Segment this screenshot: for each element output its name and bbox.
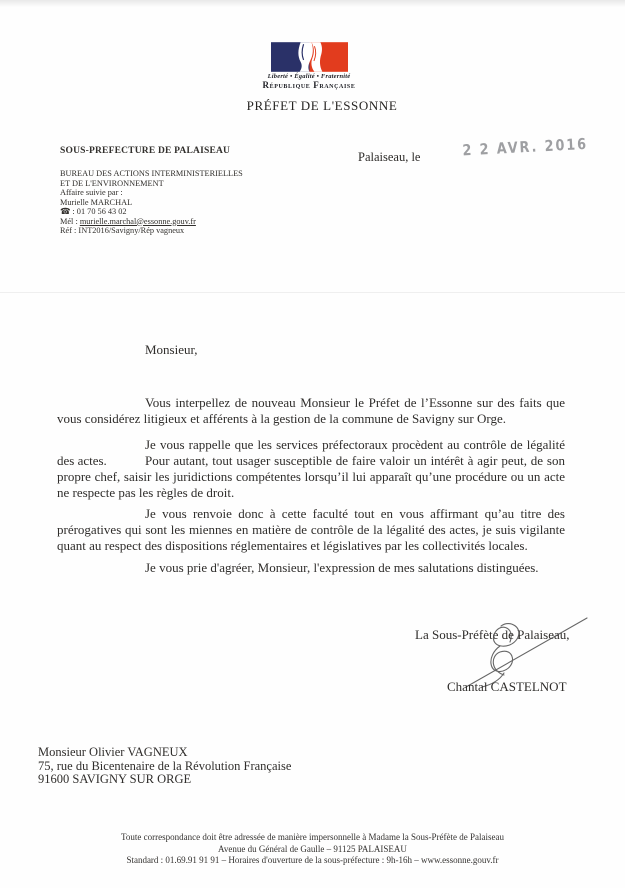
date-stamp: 2 2 AVR. 2016	[462, 135, 589, 160]
scan-crease-artifact	[0, 292, 625, 293]
recipient-street: 75, rue du Bicentenaire de la Révolution Française	[38, 758, 292, 773]
motto: Liberté • Égalité • Fraternité	[267, 73, 351, 80]
phone-number: : 01 70 56 43 02	[70, 207, 127, 216]
sender-office: SOUS-PREFECTURE DE PALAISEAU	[60, 146, 231, 156]
email-address: murielle.marchal@essonne.gouv.fr	[79, 216, 196, 226]
recipient-name: Monsieur Olivier VAGNEUX	[38, 745, 188, 759]
sender-bureau-line2: ET DE L'ENVIRONNEMENT	[60, 178, 164, 188]
paragraph-4: Je vous renvoie donc à cette faculté tout en vous affirmant qu’au titre des prérogatives qui sont les miennes en matière de contrôle de la légalité des actes, je suis vigilante quant au respect des dispositions réglementaires et législatives par les collectivités locales.	[57, 506, 565, 553]
recipient-city: 91600 SAVIGNY SUR ORGE	[38, 772, 192, 786]
signature-title: La Sous-Préfète de Palaiseau,	[415, 627, 570, 642]
sender-block	[60, 146, 290, 236]
sender-followed-by-label: Affaire suivie par :	[60, 188, 123, 197]
sender-email-line	[60, 217, 290, 227]
footer-line-2: Avenue du Général de Gaulle – 91125 PALAISEAU	[218, 843, 407, 854]
footer-line-1: Toute correspondance doit être adressée de manière impersonnelle à Madame la Sous-Préfète de Palaiseau	[121, 832, 504, 842]
recipient-block	[38, 746, 291, 787]
closing-line: Je vous prie d'agréer, Monsieur, l'expression de mes salutations distinguées.	[145, 560, 539, 575]
date-place: Palaiseau, le	[358, 150, 421, 164]
marianne-flag-logo-icon	[271, 42, 348, 72]
salutation: Monsieur,	[145, 342, 198, 357]
paragraph-2: Je vous rappelle que les services préfectoraux procèdent au contrôle de légalité des actes.	[57, 437, 565, 468]
sender-reference: Réf : INT2016/Savigny/Rép vagneux	[60, 226, 185, 235]
footer	[0, 832, 625, 867]
signatory-name: Chantal CASTELNOT	[447, 679, 567, 694]
paragraph-1: Vous interpellez de nouveau Monsieur le Préfet de l’Essonne sur des faits que vous considérez litigieux et afférents à la gestion de la commune de Savigny sur Orge.	[57, 395, 565, 426]
phone-icon: ☎	[60, 207, 71, 216]
email-label: Mél :	[60, 216, 80, 226]
prefect-title: PRÉFET DE L'ESSONNE	[246, 98, 398, 113]
republic-name: République Française	[262, 80, 356, 90]
sender-followed-by-name: Murielle MARCHAL	[60, 197, 133, 207]
paragraph-3: Pour autant, tout usager susceptible de faire valoir un intérêt à agir peut, de son propre chef, saisir les juridictions compétentes lorsqu’il lui apparaît qu’une procédure ou un acte ne respecte pas les règles de droit.	[57, 453, 565, 500]
sender-bureau-line1: BUREAU DES ACTIONS INTERMINISTERIELLES	[60, 169, 243, 178]
footer-line-3: Standard : 01.69.91 91 91 – Horaires d'ouverture de la sous-préfecture : 9h-16h – www.essonne.gouv.fr	[126, 855, 499, 865]
sender-phone-line	[60, 207, 290, 217]
